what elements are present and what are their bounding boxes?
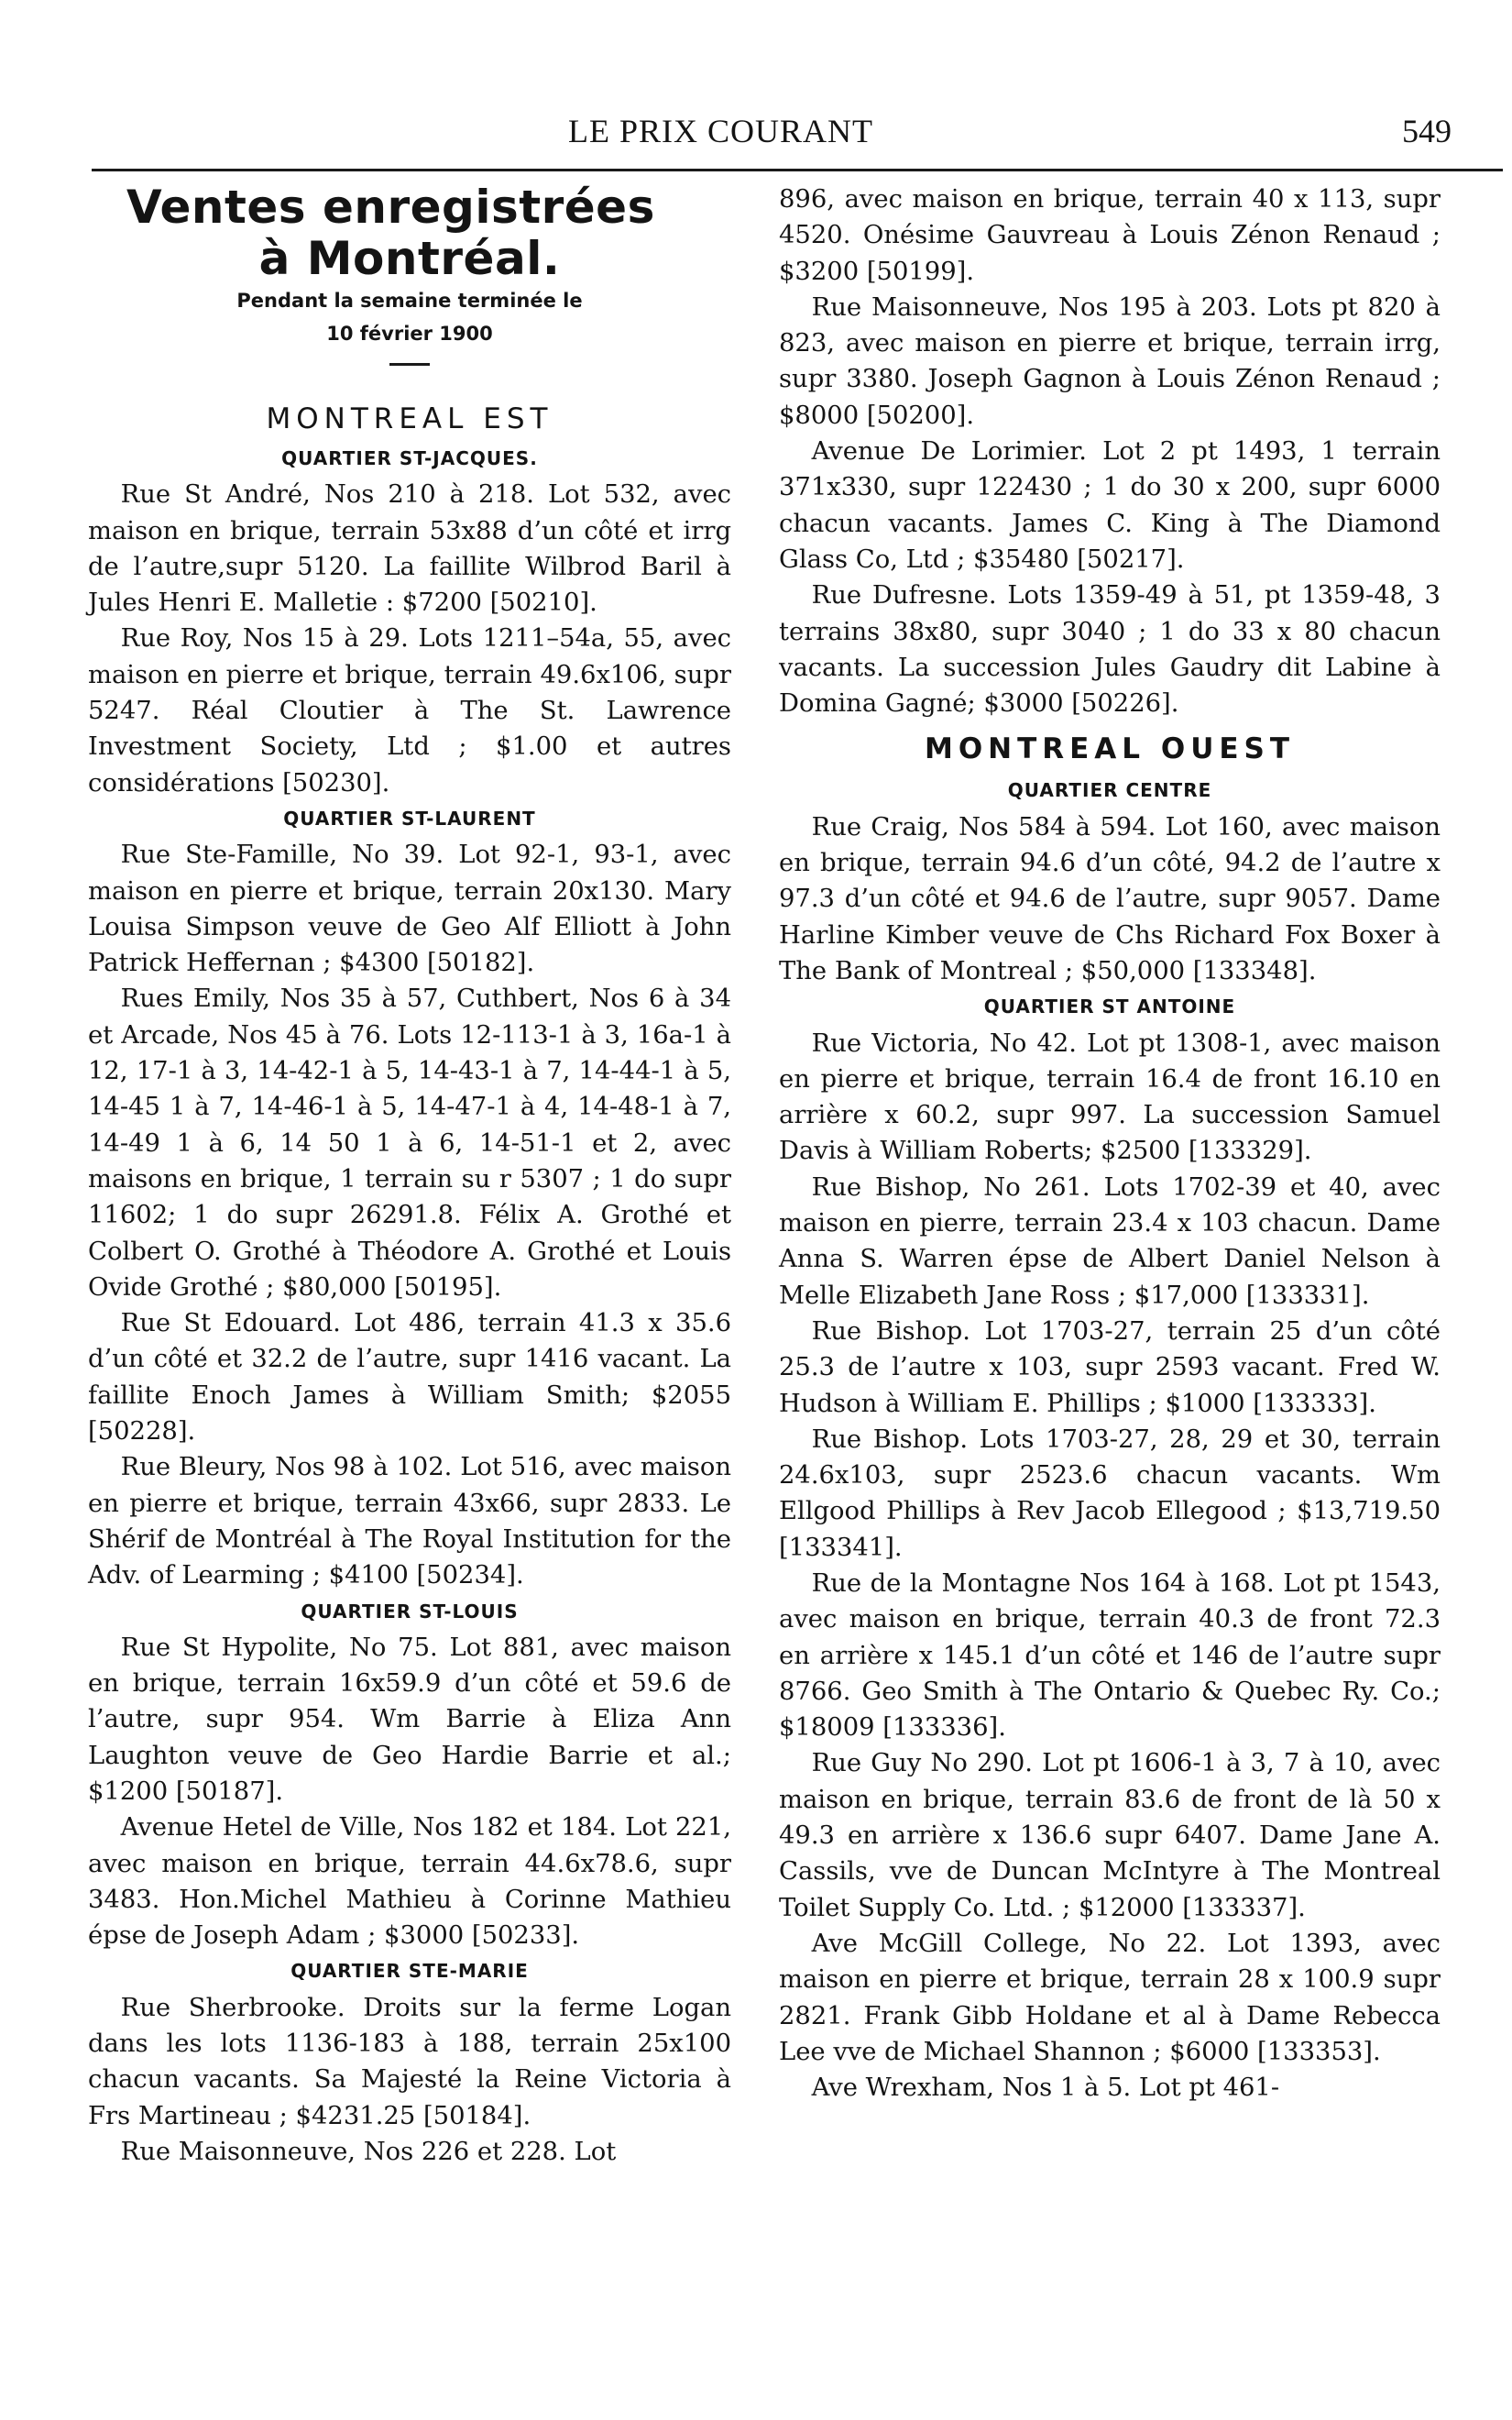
quarter-heading: QUARTIER ST-JACQUES. (281, 447, 538, 469)
sale-entry: Rue Bishop. Lot 1703-27, terrain 25 d’un côté 25.3 de l’autre x 103, supr 2593 vacant. Fred W. Hudson à William E. Phillips ; $1000 [133333]. (779, 1316, 1441, 1418)
main-title-line-1: Ventes enregistrées (126, 181, 655, 234)
district-heading: MONTREAL EST (266, 402, 553, 435)
sale-entry: Rue Craig, Nos 584 à 594. Lot 160, avec maison en brique, terrain 94.6 d’un côté, 94.2 de l’autre x 97.3 d’un côté et 94.6 de l’autre, supr 9057. Dame Harline Kimber veuve de Chs Richard Fox Boxer à The Bank of Montreal ; $50,000 [133348]. (779, 812, 1441, 985)
running-head (0, 112, 1512, 154)
quarter-heading: QUARTIER ST ANTOINE (983, 996, 1236, 1018)
quarter-heading: QUARTIER ST-LAURENT (283, 807, 536, 830)
sale-entry: Rue Bishop. Lots 1703-27, 28, 29 et 30, terrain 24.6x103, supr 2523.6 chacun vacants. Wm Ellgood Phillips à Rev Jacob Ellegood ; $13,719.50 [133341]. (779, 1424, 1441, 1562)
sale-entry: Rue Bleury, Nos 98 à 102. Lot 516, avec maison en pierre et brique, terrain 43x66, supr 2833. Le Shérif de Montréal à The Royal Institution for the Adv. of Learming ; $4100 [50234]. (88, 1453, 731, 1590)
sale-entry: Rue Guy No 290. Lot pt 1606-1 à 3, 7 à 10, avec maison en brique, terrain 83.6 de front de là 50 x 49.3 en arrière x 136.6 supr 6407. Dame Jane A. Cassils, vve de Duncan McIntyre à The Montreal Toilet Supply Co. Ltd. ; $12000 [133337]. (779, 1749, 1441, 1922)
sale-entry: Rue Sherbrooke. Droits sur la ferme Logan dans les lots 1136-183 à 188, terrain 25x100 chacun vacants. Sa Majesté la Reine Victoria à Frs Martineau ; $4231.25 [50184]. (88, 1993, 731, 2130)
sale-entry: Ave McGill College, No 22. Lot 1393, avec maison en pierre et brique, terrain 28 x 100.9 supr 2821. Frank Gibb Holdane et al à Dame Rebecca Lee vve de Michael Shannon ; $6000 [133353]. (779, 1929, 1441, 2066)
district-heading: MONTREAL OUEST (924, 732, 1296, 766)
subtitle-line-1: Pendant la semaine terminée le (236, 290, 583, 312)
sale-entry-continued: 896, avec maison en brique, terrain 40 x 113, supr 4520. Onésime Gauvreau à Louis Zénon Renaud ; $3200 [50199]. (779, 185, 1441, 286)
sale-entry: Rue St André, Nos 210 à 218. Lot 532, avec maison en brique, terrain 53x88 d’un côté et irrg de l’autre,supr 5120. La faillite Wilbrod Baril à Jules Henri E. Malletie : $7200 [50210]. (88, 480, 731, 618)
subtitle-line-2: 10 février 1900 (326, 323, 493, 345)
top-rule (92, 169, 1503, 171)
sale-entry: Rue Maisonneuve, Nos 195 à 203. Lots pt 820 à 823, avec maison en pierre et brique, terrain irrg, supr 3380. Joseph Gagnon à Louis Zénon Renaud ; $8000 [50200]. (779, 292, 1441, 430)
sale-entry: Rue St Hypolite, No 75. Lot 881, avec maison en brique, terrain 16x59.9 d’un côté et 59.6 de l’autre, supr 954. Wm Barrie à Eliza Ann Laughton veuve de Geo Hardie Barrie et al.; $1200 [50187]. (88, 1633, 731, 1806)
sale-entry: Rues Emily, Nos 35 à 57, Cuthbert, Nos 6 à 34 et Arcade, Nos 45 à 76. Lots 12-113-1 à 3, 16a-1 à 12, 17-1 à 3, 14-42-1 à 5, 14-43-1 à 7, 14-44-1 à 5, 14-45 1 à 7, 14-46-1 à 5, 14-47-1 à 4, 14-48-1 à 7, 14-49 1 à 6, 14 50 1 à 6, 14-51-1 et 2, avec maisons en brique, 1 terrain su r 5307 ; 1 do supr 11602; 1 do supr 26291.8. Félix A. Grothé et Colbert O. Grothé à Théodore A. Grothé et Louis Ovide Grothé ; $80,000 [50195]. (88, 984, 731, 1302)
quarter-heading: QUARTIER STE-MARIE (290, 1960, 529, 1983)
running-title: LE PRIX COURANT (568, 113, 874, 149)
main-title-line-2: à Montréal. (258, 232, 561, 285)
sale-entry: Rue Ste-Famille, No 39. Lot 92-1, 93-1, avec maison en pierre et brique, terrain 20x130. Mary Louisa Simpson veuve de Geo Alf Elliott à John Patrick Heffernan ; $4300 [50182]. (88, 841, 731, 978)
sale-entry: Rue Bishop, No 261. Lots 1702-39 et 40, avec maison en pierre, terrain 23.4 x 103 chacun. Dame Anna S. Warren épse de Albert Daniel Nelson à Melle Elizabeth Jane Ross ; $17,000 [133331]. (779, 1172, 1441, 1310)
sale-entry: Rue Victoria, No 42. Lot pt 1308-1, avec maison en pierre et brique, terrain 16.4 de front 16.10 en arrière x 60.2, supr 997. La succession Samuel Davis à William Roberts; $2500 [133329]. (779, 1028, 1441, 1166)
left-column (88, 182, 731, 2170)
right-column (779, 182, 1441, 2106)
sale-entry: Rue Maisonneuve, Nos 226 et 228. Lot (120, 2137, 617, 2166)
sale-entry: Avenue Hetel de Ville, Nos 182 et 184. Lot 221, avec maison en brique, terrain 44.6x78.6, supr 3483. Hon.Michel Mathieu à Corinne Mathieu épse de Joseph Adam ; $3000 [50233]. (88, 1813, 731, 1951)
quarter-heading: QUARTIER CENTRE (1007, 779, 1212, 802)
page-number: 549 (1402, 113, 1452, 149)
sale-entry: Rue Roy, Nos 15 à 29. Lots 1211–54a, 55, avec maison en pierre et brique, terrain 49.6x106, supr 5247. Réal Cloutier à The St. Lawrence Investment Society, Ltd ; $1.00 et autres considérations [50230]. (88, 624, 731, 798)
sale-entry: Ave Wrexham, Nos 1 à 5. Lot pt 461- (811, 2074, 1280, 2103)
sale-entry: Avenue De Lorimier. Lot 2 pt 1493, 1 terrain 371x330, supr 122430 ; 1 do 30 x 200, supr 6000 chacun vacants. James C. King à The Diamond Glass Co, Ltd ; $35480 [50217]. (779, 437, 1441, 574)
sale-entry: Rue St Edouard. Lot 486, terrain 41.3 x 35.6 d’un côté et 32.2 de l’autre, supr 1416 vacant. La faillite Enoch James à William Smith; $2055 [50228]. (88, 1309, 731, 1446)
sale-entry: Rue de la Montagne Nos 164 à 168. Lot pt 1543, avec maison en brique, terrain 40.3 de front 72.3 en arrière x 145.1 d’un côté et 146 de l’autre supr 8766. Geo Smith à The Ontario & Quebec Ry. Co.; $18009 [133336]. (779, 1568, 1441, 1743)
short-rule (389, 363, 430, 366)
sale-entry: Rue Dufresne. Lots 1359-49 à 51, pt 1359-48, 3 terrains 38x80, supr 3040 ; 1 do 33 x 80 chacun vacants. La succession Jules Gaudry dit Labine à Domina Gagné; $3000 [50226]. (779, 581, 1441, 719)
quarter-heading: QUARTIER ST-LOUIS (301, 1600, 519, 1622)
